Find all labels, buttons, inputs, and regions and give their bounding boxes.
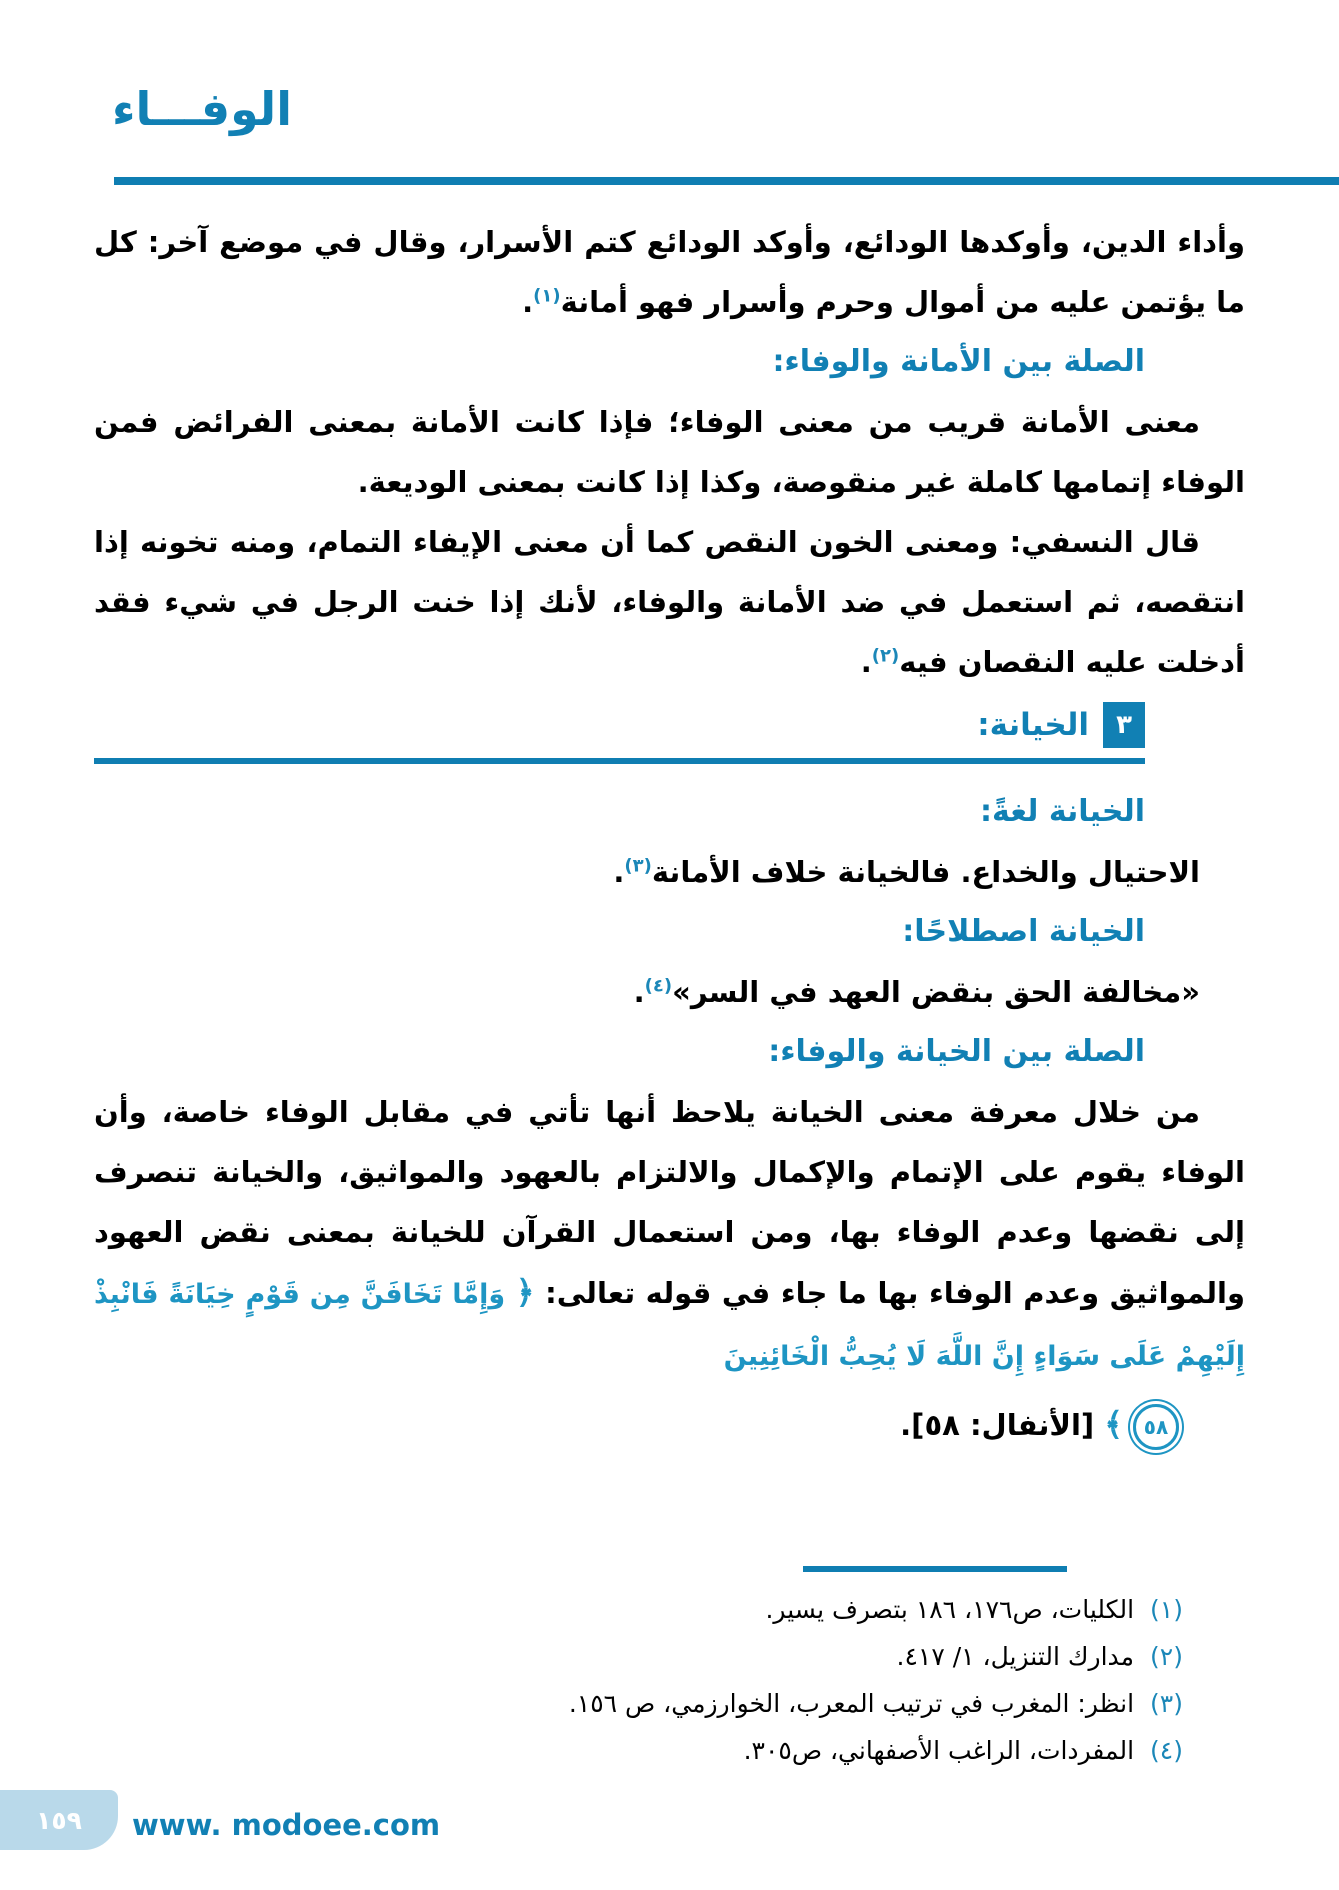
paragraph-text: من خلال معرفة معنى الخيانة يلاحظ أنها تأتي في مقابل الوفاء خاصة، وأن الوفاء يقوم على الإتمام والإكمال والالتزام بالعهود والمواثيق، والخيانة تنصرف إلى نقضها وعدم الوفاء بها، ومن استعمال القرآن للخيانة بمعنى نقض العهود والمواثيق وعدم الوفاء بها ما جاء في قوله تعالى:	[94, 1095, 1245, 1310]
subheading-khiyanah-istilah: الخيانة اصطلاحًا:	[902, 914, 1145, 949]
numbered-section-heading	[94, 702, 1145, 748]
footnote-text: مدارك التنزيل، ١/ ٤١٧.	[896, 1642, 1135, 1671]
footnote-number: (١)	[1150, 1595, 1183, 1624]
running-head-title: الوفـــاء	[112, 82, 292, 136]
page-number-badge: ١٥٩	[0, 1790, 118, 1850]
footnote-text: الكليات، ص١٧٦، ١٨٦ بتصرف يسير.	[765, 1595, 1135, 1624]
page-body	[94, 212, 1245, 1458]
subheading-amanah-wafa: الصلة بين الأمانة والوفاء:	[772, 344, 1145, 379]
paragraph-text: وأداء الدين، وأوكدها الودائع، وأوكد الودائع كتم الأسرار، وقال في موضع آخر: كل ما يؤتمن عليه من أموال وحرم وأسرار فهو أمانة	[94, 225, 1245, 319]
paragraph-text: «مخالفة الحق بنقض العهد في السر»	[672, 975, 1200, 1009]
section-title: الخيانة:	[977, 707, 1089, 743]
footnote	[94, 1633, 1183, 1680]
sentence-period: .	[633, 975, 645, 1009]
paragraph	[94, 842, 1245, 902]
footnote-text: انظر: المغرب في ترتيب المعرب، الخوارزمي، ص ١٥٦.	[568, 1689, 1135, 1718]
footnote-text: المفردات، الراغب الأصفهاني، ص٣٠٥.	[743, 1736, 1135, 1765]
sentence-period: .	[522, 285, 534, 319]
surah-reference: [الأنفال: ٥٨].	[900, 1408, 1095, 1442]
paragraph	[94, 962, 1245, 1022]
footnote-marker-sup: (٢)	[871, 645, 900, 667]
quran-open-bracket: ﴿	[515, 1273, 535, 1311]
sentence-period: .	[860, 645, 872, 679]
sentence-period: .	[613, 855, 625, 889]
footnote-marker-sup: (٤)	[644, 975, 673, 997]
footnote	[94, 1680, 1183, 1727]
paragraph-with-verse	[94, 1082, 1245, 1387]
footnote	[94, 1586, 1183, 1633]
verse-reference-line	[94, 1391, 1185, 1458]
quran-verse-text: وَإِمَّا تَخَافَنَّ مِن قَوْمٍ خِيَانَةً فَانْبِذْ إِلَيْهِمْ عَلَى سَوَاءٍ إِنَّ اللَّهَ لَا يُحِبُّ الْخَائِنِينَ	[94, 1279, 1245, 1372]
footnote-number: (٣)	[1150, 1689, 1183, 1718]
paragraph-text: الاحتيال والخداع. فالخيانة خلاف الأمانة	[651, 855, 1200, 889]
footnote-separator	[803, 1566, 1067, 1572]
footnote-marker-sup: (١)	[533, 285, 561, 307]
header-rule	[114, 177, 1339, 185]
footnote-number: (٤)	[1150, 1736, 1183, 1765]
footnote	[94, 1727, 1183, 1774]
website-link[interactable]: www. modoee.com	[132, 1808, 441, 1842]
ayah-end-ornament-icon: ٥٨	[1133, 1404, 1179, 1450]
quran-close-bracket: ﴾	[1104, 1405, 1123, 1443]
section-rule	[94, 758, 1145, 764]
paragraph	[94, 212, 1245, 332]
footnotes-block	[94, 1566, 1245, 1774]
section-number-box: ٣	[1103, 702, 1145, 748]
footnote-marker-sup: (٣)	[624, 855, 652, 877]
paragraph	[94, 512, 1245, 692]
subheading-khiyanah-wafa: الصلة بين الخيانة والوفاء:	[768, 1034, 1145, 1069]
paragraph: معنى الأمانة قريب من معنى الوفاء؛ فإذا كانت الأمانة بمعنى الفرائض فمن الوفاء إتمامها كاملة غير منقوصة، وكذا إذا كانت بمعنى الوديعة.	[94, 405, 1245, 499]
footnote-number: (٢)	[1150, 1642, 1183, 1671]
subheading-khiyanah-lughah: الخيانة لغةً:	[980, 794, 1145, 829]
paragraph-text: قال النسفي: ومعنى الخون النقص كما أن معنى الإيفاء التمام، ومنه تخونه إذا انتقصه، ثم استعمل في ضد الأمانة والوفاء، لأنك إذا خنت الرجل في شيء فقد أدخلت عليه النقصان فيه	[94, 525, 1245, 679]
